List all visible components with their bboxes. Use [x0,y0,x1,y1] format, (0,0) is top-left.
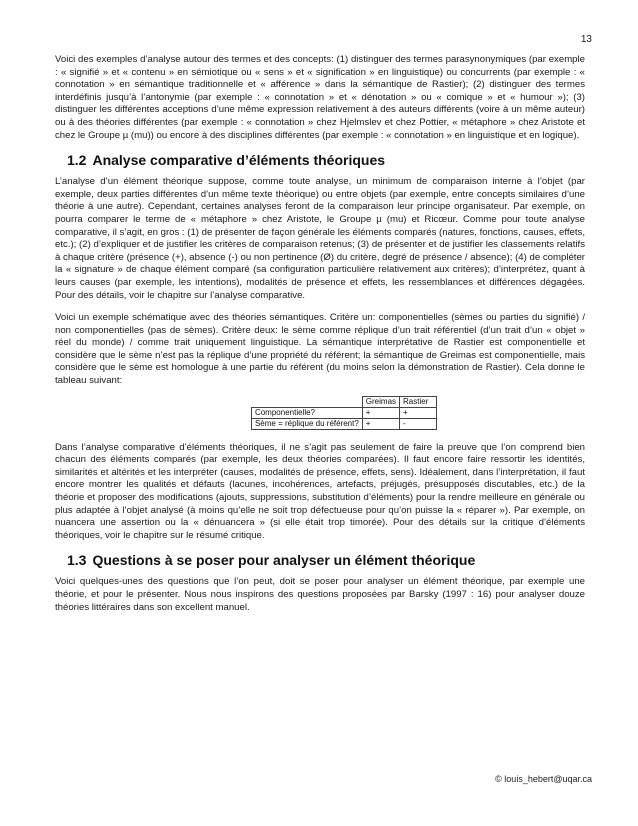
table-cell: + [400,407,437,418]
table-row-header: Componentielle? [251,407,362,418]
table-cell: + [362,407,399,418]
document-body [55,54,585,624]
table-column-header: Greimas [362,396,399,407]
table-header-row [251,396,436,407]
section-title: Analyse comparative d’éléments théoriques [92,152,386,169]
comparison-table-wrapper [103,396,585,430]
table-column-header: Rastier [400,396,437,407]
table-corner-cell [251,396,362,407]
footer-copyright: © louis_hebert@uqar.ca [495,774,592,784]
section-number: 1.3 [67,552,87,569]
page-number: 13 [580,34,592,45]
section-heading-1-2 [67,152,585,168]
paragraph-interpretation: Dans l’analyse comparative d’éléments théoriques, il ne s’agit pas seulement de faire la preuve que l’on comprend bien chacun des éléments comparés (par exemple, les deux théories comparées). Il faut encore faire ressortir les identités, similarités et altérités et les interpréter (causes, modalités de présence, effets, sens). Idéalement, dans l’interprétation, il faut encore montrer les qualités et défauts (lacunes, incohérences, artefacts, préjugés, présupposés discutables, etc.) de la théorie et proposer des modifications (ajouts, suppressions, substitution d’éléments) pour la rendre meilleure en générale ou plus adaptée à l’objet analysé (à moins qu’elle ne soit trop défectueuse pour qu’on puisse la « réparer »). Par exemple, on nuancera une assertion ou la « dénuancera » (si elle était trop timorée). Pour des détails sur la critique d’éléments théoriques, voir le chapitre sur le résumé critique. [55,441,585,541]
paragraph-semantic-example: Voici un exemple schématique avec des théories sémantiques. Critère un: componentielles (sèmes ou parties du signifié) / non componentielles (pas de sèmes). Critère deux: le sème comme réplique d’un trait référentiel (d’un trait d’un « objet » réel du monde) / comme trait uniquement linguistique. La sémantique interprétative de Rastier est componentielle et considère que le sème n’est pas la réplique d’une propriété du référent; la sémantique de Greimas est componentielle, mais considère que le sème est homologue à une partie du référent (du moins selon la démonstration de Rastier). Cela donne le tableau suivant: [55,312,585,387]
comparison-table [251,396,437,430]
table-cell: + [362,418,399,429]
section-heading-1-3 [67,552,585,568]
paragraph-comparative-analysis: L’analyse d’un élément théorique suppose, comme toute analyse, un minimum de comparaison interne à l’objet (par exemple, deux parties différentes d’un même texte théorique) ou entre objets (par exemple, entre concepts similaires d’une théorie à une autre). Cependant, certaines analyses feront de la comparaison leur principe organisateur. Par exemple, on pourra comparer le terme de « métaphore » chez Aristote, le Groupe µ (mu) et Ricœur. Comme pour toute analyse comparative, il s’agit, en gros : (1) de présenter de façon générale les éléments comparés (natures, fonctions, causes, effets, etc.); (2) d’expliquer et de justifier les critères de comparaison retenus; (3) de présenter et de justifier les classements relatifs à chaque critère (présence (+), absence (-) ou non pertinence (Ø) du critère, degré de présence / absence); (4) de compléter la « signature » de chaque élément comparé (sa configuration particulière relativement aux critères); d’interprétez, quant à leurs causes (par exemple, les intentions), modalités de présence et effets, les ressemblances et différences dégagées. Pour des détails, voir le chapitre sur l’analyse comparative. [55,176,585,301]
table-row [251,418,436,429]
table-row [251,407,436,418]
table-cell: - [400,418,437,429]
paragraph-intro: Voici des exemples d’analyse autour des termes et des concepts: (1) distinguer des termes parasynonymiques (par exemple : « signifié » et « contenu » en sémiotique ou « sens » et « signification » en linguistique) ou concurrents (par exemple : « connotation » en sémantique traditionnelle et « afférence » dans la sémantique de Rastier); (2) distinguer des termes interdéfinis jusqu’à l’antonymie (par exemple : « connotation » et « dénotation » ou « comique » et « humour »); (3) distinguer les différentes acceptions d’une même expression relativement à des auteurs différents (voire à un même auteur) ou à des théories différentes (par exemple : « connotation » chez Hjelmslev et chez Pottier, « métaphore » chez Aristote et chez le Groupe µ (mu)) ou encore à des disciplines différentes (par exemple : « connotation » en linguistique et en logique). [55,54,585,141]
section-number: 1.2 [67,152,87,169]
table-row-header: Sème = réplique du référent? [251,418,362,429]
section-title: Questions à se poser pour analyser un élément théorique [92,552,476,569]
paragraph-questions: Voici quelques-unes des questions que l’on peut, doit se poser pour analyser un élément théorique, par exemple une théorie, et pour le présenter. Nous nous inspirons des questions proposées par Barsky (1997 : 16) pour analyser douze théories littéraires dans son excellent manuel. [55,576,585,613]
